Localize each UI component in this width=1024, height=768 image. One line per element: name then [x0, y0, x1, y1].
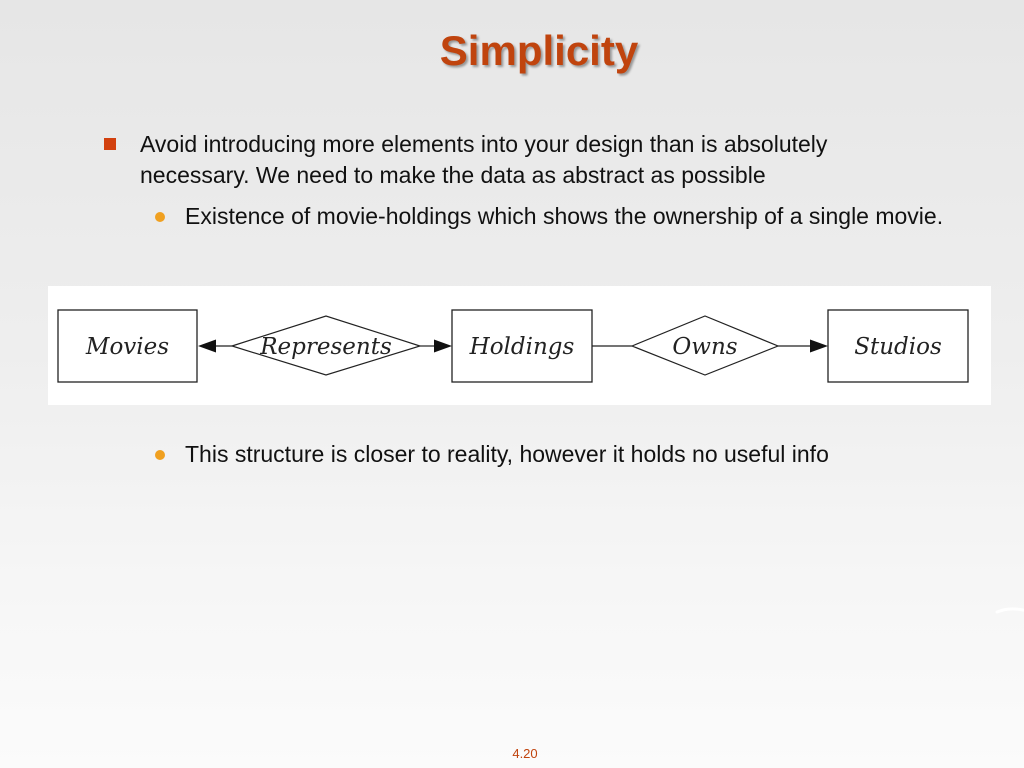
slide-title: Simplicity [439, 27, 639, 74]
arrowhead-movies-icon [198, 340, 216, 353]
page-number: 4.20 [512, 746, 538, 761]
er-diagram-svg [48, 286, 991, 405]
decorative-swoosh-icon [995, 604, 1024, 618]
entity-movies-label: Movies [85, 334, 170, 360]
relationship-owns-label: Owns [672, 334, 738, 360]
entity-holdings-label: Holdings [469, 334, 575, 360]
dot-bullet-icon-2 [155, 450, 165, 460]
dot-bullet-icon [155, 212, 165, 222]
relationship-represents-label: Represents [260, 334, 392, 360]
sub-bullet-text-1: Existence of movie-holdings which shows the ownership of a single movie. [185, 203, 944, 229]
sub-bullet-text-2: This structure is closer to reality, however it holds no useful info [185, 441, 829, 467]
arrowhead-holdings-icon [434, 340, 452, 353]
er-diagram [48, 286, 991, 405]
main-bullet-text: Avoid introducing more elements into your design than is absolutely necessary. We need to make the data as abstract as possible [140, 131, 828, 188]
entity-studios-label: Studios [854, 334, 942, 360]
arrowhead-studios-icon [810, 340, 828, 353]
square-bullet-icon [104, 138, 116, 150]
